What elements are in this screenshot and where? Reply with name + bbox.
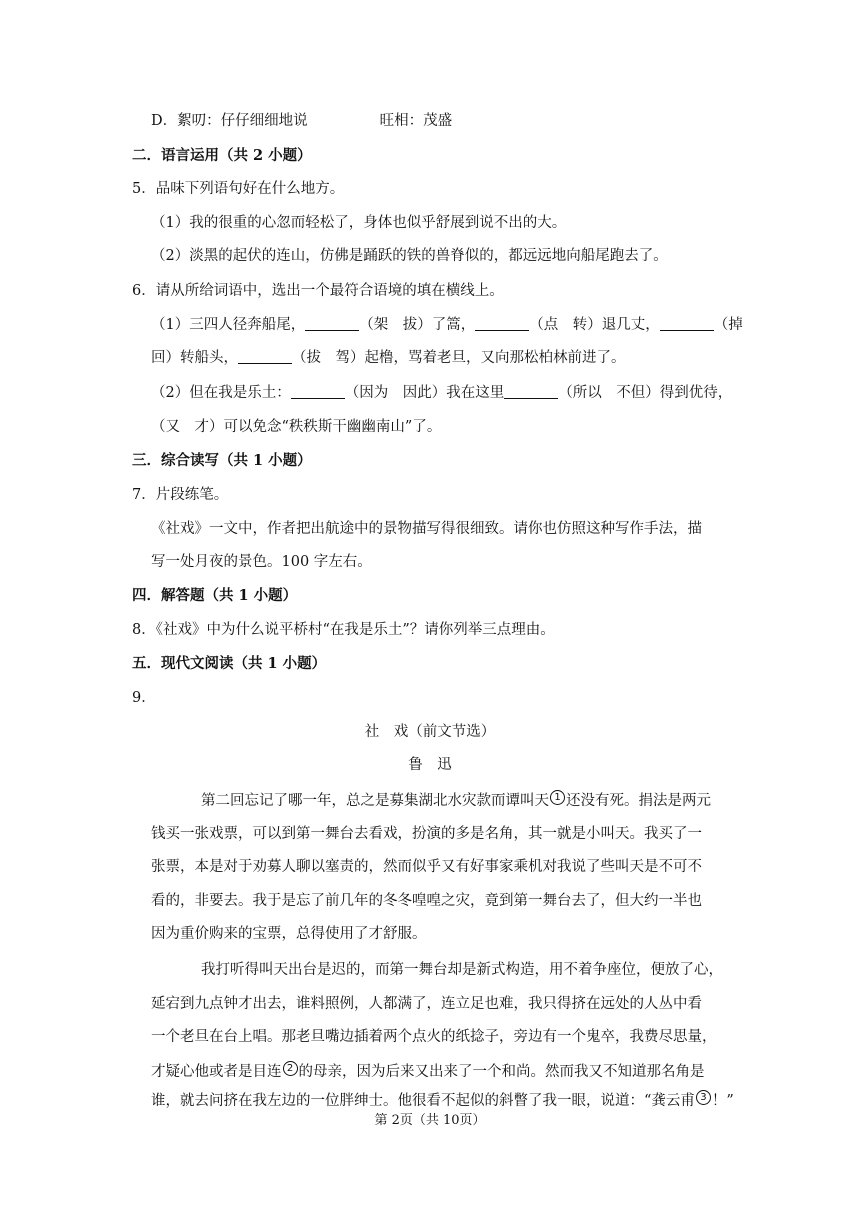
question-9: 9． [132,690,156,706]
question-5-item-2: （2）淡黑的起伏的连山，仿佛是踊跃的铁的兽脊似的，都远远地向船尾跑去了。 [151,248,668,264]
passage-p2-line3: 一个老旦在台上唱。那老旦嘴边插着两个点火的纸捻子，旁边有一个鬼卒，我费尽思量， [151,1029,717,1045]
answer-blank[interactable] [291,384,345,399]
passage-p1-line4: 看的，非要去。我于是忘了前几年的冬冬喤喤之灾，竟到第一舞台去了，但大约一半也 [151,893,702,909]
passage-p1-line5: 因为重价购来的宝票，总得使用了才舒服。 [151,926,427,942]
question-6-item-2-line1: （2）但在我是乐土： （因为 因此）我在这里 （所以 不但）得到优待， [151,385,733,401]
question-6: 6．请从所给词语中，选出一个最符合语境的填在横线上。 [132,283,504,299]
answer-blank[interactable] [305,316,359,331]
passage-p2-line5: 谁，就去问挤在我左边的一位胖绅士。他很看不起似的斜瞥了我一眼，说道：“龚云甫 3 ！” [151,1092,734,1109]
footnote-marker: 3 [696,1090,711,1105]
passage-title: 社 戏（前文节选） [364,724,496,740]
passage-p1-line1: 第二回忘记了哪一年，总之是募集湖北水灾款而谭叫天 1 还没有死。捐法是两元 [201,792,711,809]
section-heading-4: 四．解答题（共 1 小题） [132,587,298,604]
answer-blank[interactable] [504,384,558,399]
option-d: D．絮叨：仔仔细细地说 旺相：茂盛 [151,113,453,129]
passage-p1-line3: 张票，本是对于劝募人聊以塞责的，然而似乎又有好事家乘机对我说了些叫天是不可不 [151,859,702,875]
question-7: 7．片段练笔。 [132,487,229,503]
question-5: 5．品味下列语句好在什么地方。 [132,181,345,197]
section-heading-2: 二．语言运用（共 2 小题） [132,147,312,164]
passage-p1-line2: 钱买一张戏票，可以到第一舞台去看戏，扮演的多是名角，其一就是小叫天。我买了一 [151,826,702,842]
question-7-text-1: 《社戏》一文中，作者把出航途中的景物描写得很细致。请你也仿照这种写作手法，描 [151,521,702,537]
section-heading-5: 五．现代文阅读（共 1 小题） [132,655,327,672]
question-7-text-2: 写一处月夜的景色。100 字左右。 [151,554,372,570]
section-heading-3: 三．综合读写（共 1 小题） [132,452,312,469]
answer-blank[interactable] [660,316,714,331]
question-8: 8．《社戏》中为什么说平桥村“在我是乐土”？请你列举三点理由。 [132,622,555,638]
page-footer: 第 2页（共 10页） [374,1113,486,1128]
passage-author: 鲁 迅 [408,757,452,773]
passage-p2-line2: 延宕到九点钟才出去，谁料照例，人都满了，连立足也难，我只得挤在远处的人丛中看 [151,996,702,1012]
passage-p2-line1: 我打听得叫天出台是迟的，而第一舞台却是新式构造，用不着争座位，便放了心， [201,962,723,978]
answer-blank[interactable] [475,316,529,331]
footnote-marker: 2 [283,1061,298,1076]
question-6-item-1-line2: 回）转船头， （拔 驾）起橹，骂着老旦，又向那松柏林前进了。 [151,350,626,366]
passage-p2-line4: 才疑心他或者是目连 2 的母亲，因为后来又出来了一个和尚。然而我又不知道那名角是 [151,1063,705,1080]
answer-blank[interactable] [238,349,292,364]
question-6-item-1-line1: （1）三四人径奔船尾， （架 拔）了篙， （点 转）退几丈， （掉 [151,317,743,333]
question-5-item-1: （1）我的很重的心忽而轻松了，身体也似乎舒展到说不出的大。 [151,215,567,231]
footnote-marker: 1 [550,790,565,805]
question-6-item-2-line2: （又 才）可以免念“秩秩斯干幽幽南山”了。 [151,419,442,435]
